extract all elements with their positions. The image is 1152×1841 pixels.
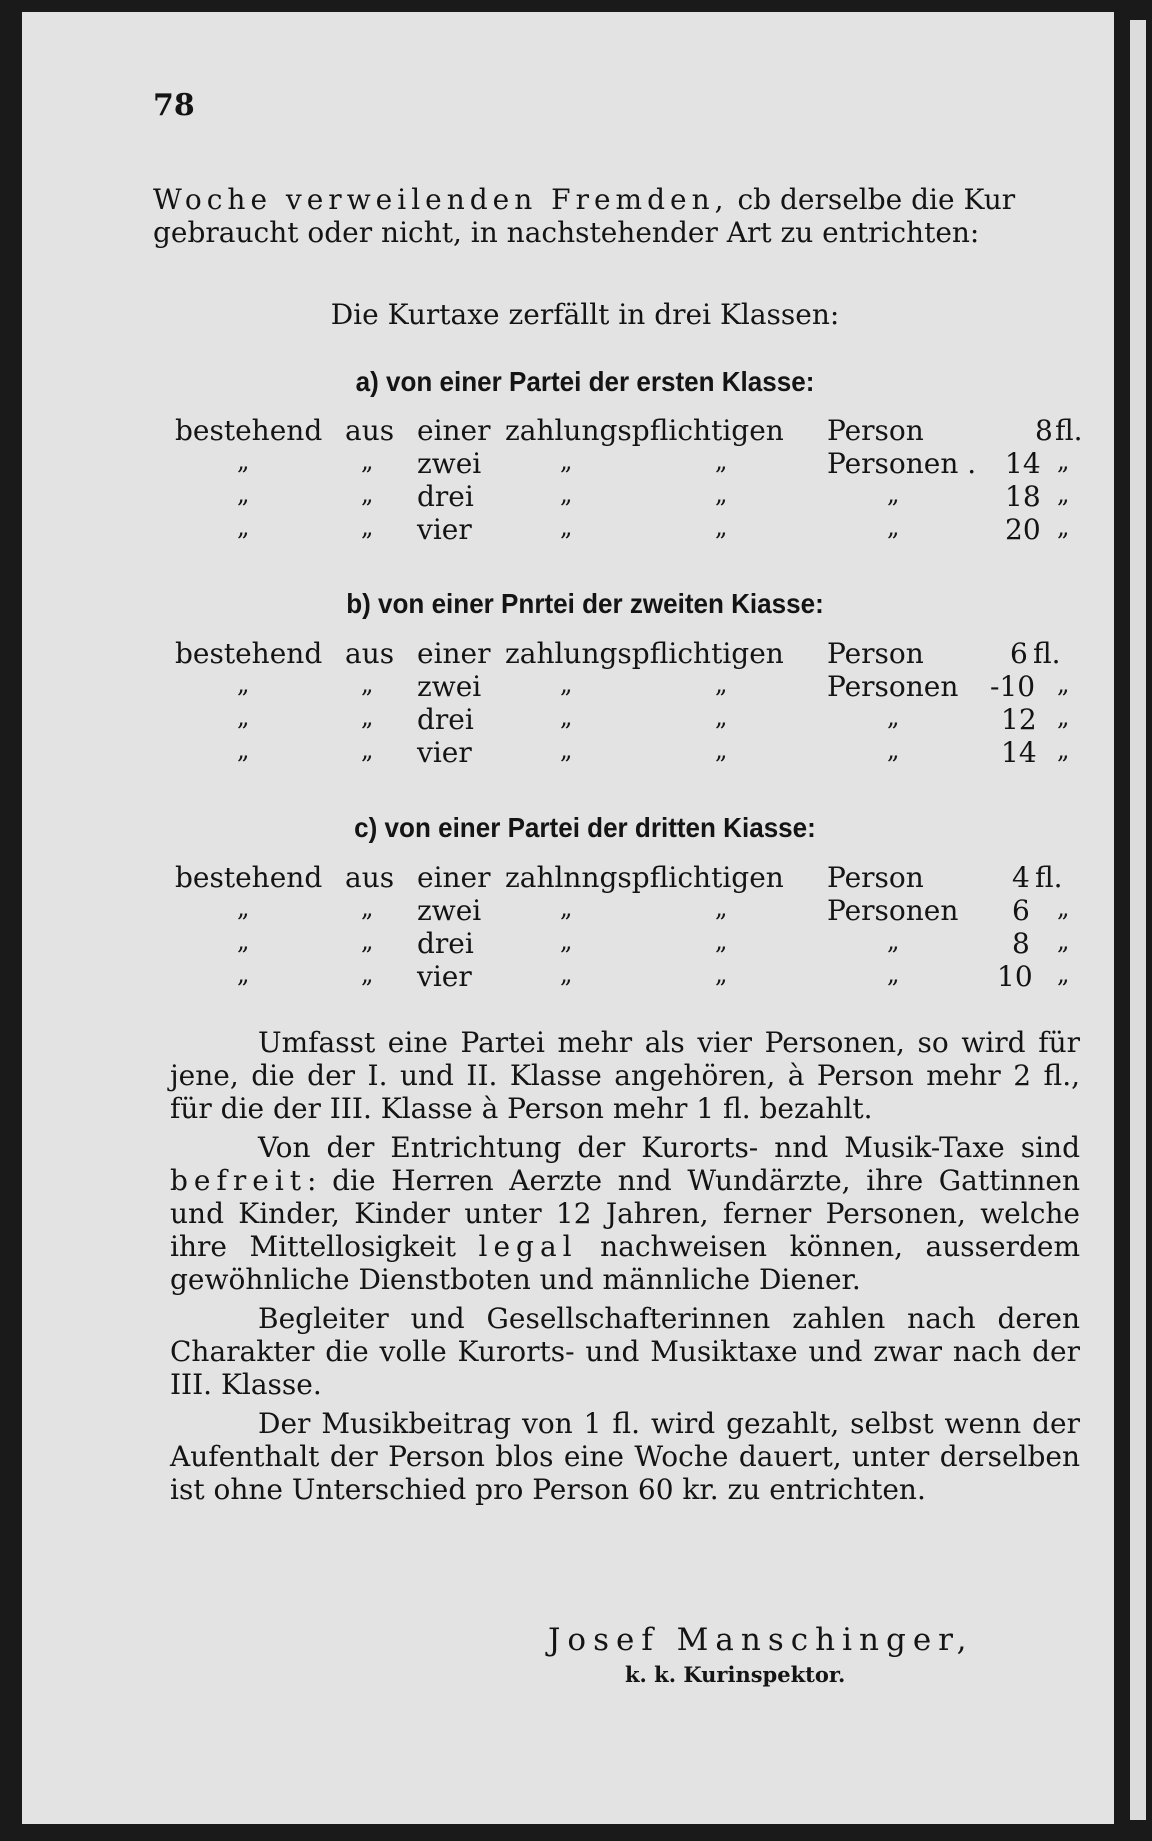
cell: „: [361, 894, 374, 922]
text-span: nachweisen können, ausserdem gewöhnliche Dienstboten und männliche Diener.: [170, 1230, 1081, 1296]
cell: „: [560, 736, 573, 764]
cell: „: [560, 894, 573, 922]
cell: „: [1057, 736, 1070, 764]
cell: „: [715, 670, 728, 698]
cell: „: [560, 703, 573, 731]
cell: fl.: [1035, 861, 1063, 894]
cell: Person: [827, 637, 924, 670]
paragraph-music-fee: Der Musikbeitrag von 1 fl. wird gezahlt, selbst wenn der Aufenthalt der Person blos eine Woche dauert, unter derselben ist ohne Unterschied pro Person 60 kr. zu entrichten.: [170, 1407, 1080, 1506]
cell: „: [237, 480, 250, 508]
cell: 18: [1005, 480, 1041, 513]
cell: bestehend: [175, 637, 323, 670]
cell: „: [361, 927, 374, 955]
table-row: [175, 670, 1075, 703]
table-row: [175, 861, 1075, 894]
cell: aus: [345, 637, 395, 670]
cell: Personen: [827, 670, 959, 703]
cell: 6: [1010, 637, 1028, 670]
cell: 14: [1005, 447, 1041, 480]
table-row: [175, 703, 1075, 736]
cell: 6: [1012, 894, 1030, 927]
cell: „: [887, 513, 900, 541]
table-row: [175, 447, 1075, 480]
cell: drei: [417, 480, 474, 513]
cell: „: [1057, 960, 1070, 988]
cell: -10: [990, 670, 1036, 703]
section-b-heading: b) von einer Pnrtei der zweiten Kiasse:: [346, 588, 824, 619]
cell: „: [1057, 927, 1070, 955]
table-row: [175, 927, 1075, 960]
paragraph-surcharge: Umfasst eine Partei mehr als vier Personen, so wird für jene, die der I. und II. Klasse angehören, à Person mehr 2 fl., für die der III. Klasse à Person mehr 1 fl. bezahlt.: [170, 1026, 1080, 1125]
cell: einer: [417, 861, 491, 894]
cell: „: [887, 960, 900, 988]
cell: „: [887, 703, 900, 731]
cell: zwei: [417, 894, 482, 927]
cell: „: [715, 927, 728, 955]
cell: Personen .: [827, 447, 977, 480]
cell: zahlungspflichtigen: [505, 637, 784, 670]
cell: „: [1057, 670, 1070, 698]
cell: drei: [417, 927, 474, 960]
cell: Person: [827, 414, 924, 447]
cell: 8: [1012, 927, 1030, 960]
cell: „: [560, 960, 573, 988]
cell: 4: [1012, 861, 1030, 894]
emphasis-befreit: befreit: [170, 1164, 308, 1197]
lead-paragraph: [153, 183, 1083, 249]
cell: „: [715, 703, 728, 731]
cell: einer: [417, 637, 491, 670]
cell: „: [237, 447, 250, 475]
page-number: 78: [153, 88, 195, 123]
cell: „: [560, 480, 573, 508]
table-row: [175, 736, 1075, 769]
text-span: : die Herren Aerzte nnd Wundärzte, ihre Gattinnen und Kinder, Kinder unter 12 Jahren, ferner Personen, welche ihre Mittellosigkeit: [170, 1164, 1080, 1263]
cell: 14: [1001, 736, 1037, 769]
cell: „: [715, 513, 728, 541]
cell: einer: [417, 414, 491, 447]
cell: „: [1057, 447, 1070, 475]
cell: „: [715, 894, 728, 922]
cell: „: [715, 960, 728, 988]
cell: „: [361, 480, 374, 508]
cell: „: [237, 894, 250, 922]
table-row: [175, 480, 1075, 513]
cell: „: [715, 480, 728, 508]
paragraph-companions: Begleiter und Gesellschafterinnen zahlen nach deren Charakter die volle Kurorts- und Musiktaxe und zwar nach der III. Klasse.: [170, 1302, 1080, 1401]
section-c-heading: c) von einer Partei der dritten Kiasse:: [354, 812, 816, 843]
cell: „: [560, 513, 573, 541]
cell: „: [887, 927, 900, 955]
cell: Person: [827, 861, 924, 894]
cell: „: [361, 736, 374, 764]
cell: „: [237, 927, 250, 955]
cell: bestehend: [175, 414, 323, 447]
cell: 12: [1001, 703, 1037, 736]
text-span: Von der Entrichtung der Kurorts- nnd Musik-Taxe sind: [258, 1131, 1080, 1164]
cell: „: [361, 703, 374, 731]
signature-title: k. k. Kurinspektor.: [625, 1662, 846, 1687]
cell: fl.: [1055, 414, 1083, 447]
cell: zwei: [417, 447, 482, 480]
cell: drei: [417, 703, 474, 736]
section-b-table: [175, 637, 1075, 769]
cell: „: [1057, 703, 1070, 731]
cell: 10: [997, 960, 1033, 993]
cell: „: [560, 447, 573, 475]
cell: Personen: [827, 894, 959, 927]
cell: „: [887, 736, 900, 764]
cell: vier: [417, 513, 472, 546]
cell: „: [237, 513, 250, 541]
cell: 8: [1035, 414, 1053, 447]
cell: „: [237, 736, 250, 764]
body-paragraphs: [170, 1026, 1080, 1506]
cell: „: [361, 447, 374, 475]
cell: „: [237, 960, 250, 988]
emphasis-legal: legal: [478, 1230, 578, 1263]
cell: fl.: [1033, 637, 1061, 670]
cell: vier: [417, 736, 472, 769]
cell: aus: [345, 414, 395, 447]
section-a-table: [175, 414, 1083, 546]
cell: zahlungspflichtigen: [505, 414, 784, 447]
cell: „: [1057, 480, 1070, 508]
cell: „: [361, 960, 374, 988]
cell: „: [237, 703, 250, 731]
table-row: [175, 960, 1075, 993]
cell: „: [361, 670, 374, 698]
signature-name: Josef Manschinger,: [548, 1622, 974, 1658]
table-row: [175, 513, 1075, 546]
cell: „: [560, 670, 573, 698]
cell: „: [1057, 513, 1070, 541]
table-row: [175, 894, 1075, 927]
tax-intro-heading: Die Kurtaxe zerfällt in drei Klassen:: [330, 298, 840, 331]
cell: zahlnngspflichtigen: [505, 861, 784, 894]
lead-text: cb derselbe die Kur gebraucht oder nicht, in nachstehender Art zu entrichten:: [153, 183, 1016, 249]
cell: bestehend: [175, 861, 323, 894]
cell: 20: [1005, 513, 1041, 546]
cell: „: [715, 447, 728, 475]
cell: aus: [345, 861, 395, 894]
cell: „: [1057, 894, 1070, 922]
cell: „: [715, 736, 728, 764]
paragraph-exemptions: [170, 1131, 1080, 1296]
section-a-heading: a) von einer Partei der ersten Klasse:: [355, 366, 815, 397]
table-row: [175, 637, 1075, 670]
cell: „: [237, 670, 250, 698]
cell: „: [560, 927, 573, 955]
lead-spaced-text: Woche verweilenden Fremden,: [153, 183, 729, 216]
cell: vier: [417, 960, 472, 993]
cell: „: [361, 513, 374, 541]
cell: „: [887, 480, 900, 508]
cell: zwei: [417, 670, 482, 703]
adjacent-page-edge: [1130, 20, 1146, 1820]
section-c-table: [175, 861, 1075, 993]
table-row: [175, 414, 1083, 447]
